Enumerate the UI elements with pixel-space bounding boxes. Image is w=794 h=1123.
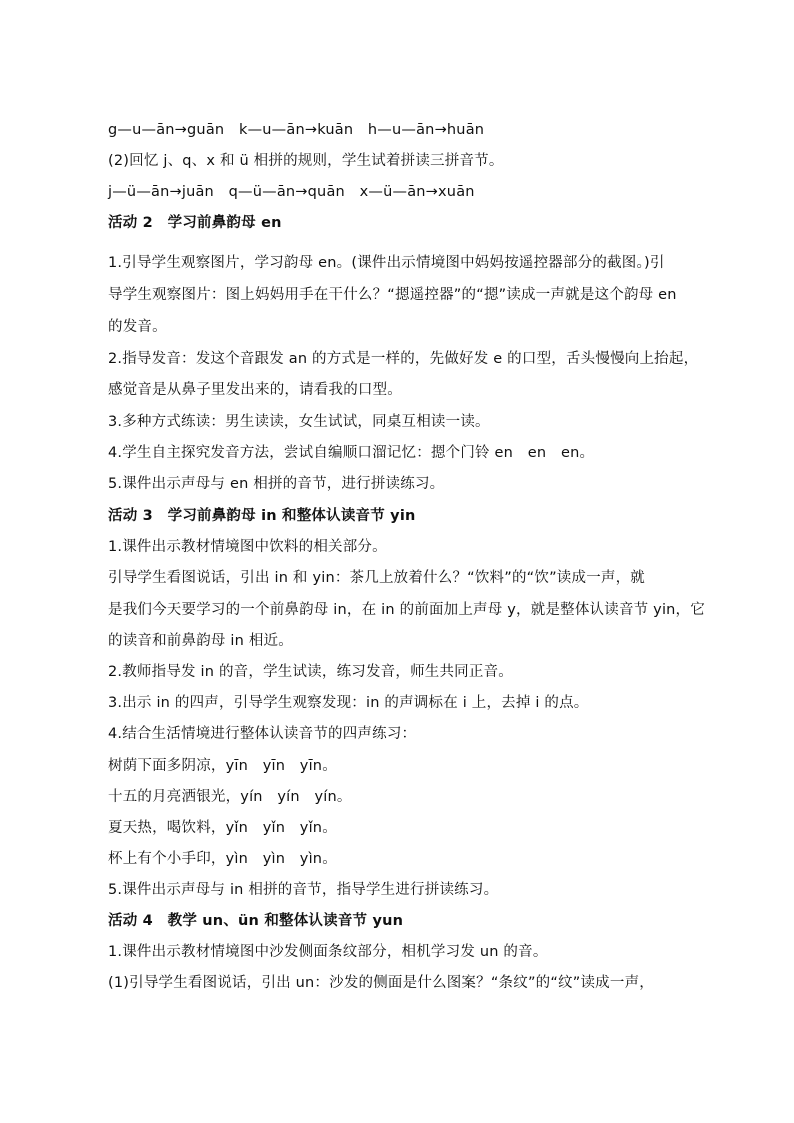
text-line: g—u—ān→guān k—u—ān→kuān h—u—ān→huān [108,122,485,138]
text-line: 十五的月亮洒银光，yín yín yín。 [108,789,352,805]
text-line: 夏天热，喝饮料，yǐn yǐn yǐn。 [108,820,337,836]
text-line: 1.课件出示教材情境图中饮料的相关部分。 [108,539,387,555]
text-line: 4.结合生活情境进行整体认读音节的四声练习： [108,726,417,742]
text-line: 5.课件出示声母与 en 相拼的音节，进行拼读练习。 [108,476,445,492]
text-line: 5.课件出示声母与 in 相拼的音节，指导学生进行拼读练习。 [108,882,499,898]
text-line: 3.出示 in 的四声，引导学生观察发现：in 的声调标在 i 上，去掉 i 的点。 [108,695,589,711]
text-line: (2)回忆 j、q、x 和 ü 相拼的规则，学生试着拼读三拼音节。 [108,153,504,169]
section-heading: 活动 3 学习前鼻韵母 in 和整体认读音节 yin [108,508,416,524]
text-line: 引导学生看图说话，引出 in 和 yin：茶几上放着什么？“饮料”的“饮”读成一声，就 [108,570,645,586]
text-line: 杯上有个小手印，yìn yìn yìn。 [108,851,337,867]
text-line: 的发音。 [108,319,167,335]
text-line: 1.引导学生观察图片，学习韵母 en。(课件出示情境图中妈妈按遥控器部分的截图。)引 [108,255,665,271]
section-heading: 活动 2 学习前鼻韵母 en [108,215,282,231]
text-line: 2.教师指导发 in 的音，学生试读，练习发音，师生共同正音。 [108,664,513,680]
text-line: 导学生观察图片：图上妈妈用手在干什么？“摁遥控器”的“摁”读成一声就是这个韵母 en [108,287,677,303]
text-line: 是我们今天要学习的一个前鼻韵母 in，在 in 的前面加上声母 y，就是整体认读音节 yin，它 [108,602,705,618]
text-line: 感觉音是从鼻子里发出来的，请看我的口型。 [108,382,402,398]
text-line: 的读音和前鼻韵母 in 相近。 [108,633,293,649]
text-line: j—ü—ān→juān q—ü—ān→quān x—ü—ān→xuān [108,184,475,200]
text-line: 1.课件出示教材情境图中沙发侧面条纹部分，相机学习发 un 的音。 [108,944,548,960]
text-line: 树荫下面多阴凉，yīn yīn yīn。 [108,758,337,774]
text-line: (1)引导学生看图说话，引出 un：沙发的侧面是什么图案？“条纹”的“纹”读成一声， [108,975,654,991]
text-line: 3.多种方式练读：男生读读，女生试试，同桌互相读一读。 [108,414,490,430]
text-line: 2.指导发音：发这个音跟发 an 的方式是一样的，先做好发 e 的口型，舌头慢慢向上抬起， [108,351,699,367]
text-line: 4.学生自主探究发音方法，尝试自编顺口溜记忆：摁个门铃 en en en。 [108,445,595,461]
section-heading: 活动 4 教学 un、ün 和整体认读音节 yun [108,913,404,929]
